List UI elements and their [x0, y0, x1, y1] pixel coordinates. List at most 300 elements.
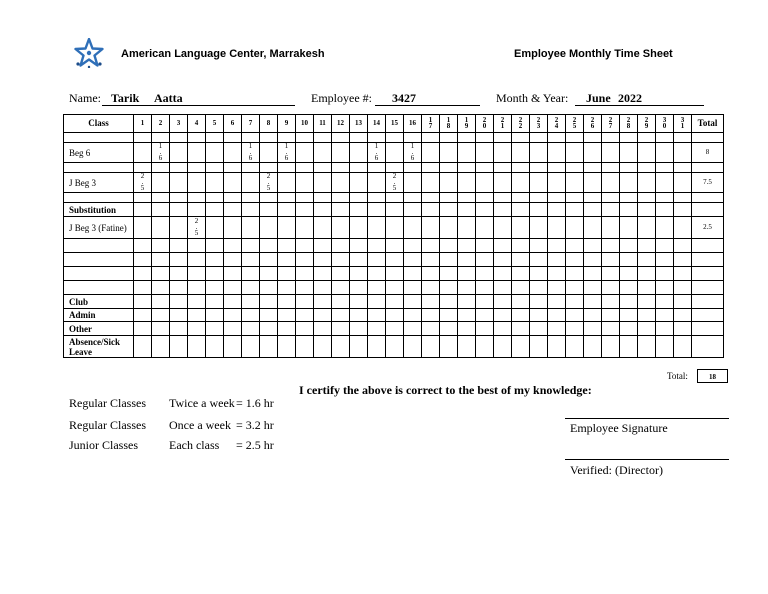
row-class-label[interactable]: Admin — [64, 309, 134, 322]
hours-cell[interactable] — [242, 267, 260, 281]
hours-cell[interactable] — [512, 309, 530, 322]
hours-cell[interactable] — [620, 173, 638, 193]
row-total-cell[interactable] — [692, 163, 724, 173]
hours-cell[interactable] — [134, 163, 152, 173]
hours-cell[interactable] — [278, 309, 296, 322]
hours-cell[interactable] — [350, 309, 368, 322]
row-class-label[interactable]: J Beg 3 (Fatine) — [64, 217, 134, 239]
hours-cell[interactable] — [242, 163, 260, 173]
hours-cell[interactable] — [620, 295, 638, 309]
hours-cell[interactable] — [386, 163, 404, 173]
hours-cell[interactable] — [224, 133, 242, 143]
hours-cell[interactable] — [476, 133, 494, 143]
hours-cell[interactable] — [368, 322, 386, 336]
hours-cell[interactable] — [404, 267, 422, 281]
hours-cell[interactable] — [440, 217, 458, 239]
hours-cell[interactable] — [440, 322, 458, 336]
hours-cell[interactable] — [188, 322, 206, 336]
hours-cell[interactable] — [206, 143, 224, 163]
row-class-label[interactable] — [64, 133, 134, 143]
hours-cell[interactable] — [674, 163, 692, 173]
row-total-cell[interactable] — [692, 133, 724, 143]
hours-cell[interactable] — [134, 281, 152, 295]
hours-cell[interactable] — [188, 173, 206, 193]
hours-cell[interactable] — [494, 143, 512, 163]
hours-cell[interactable] — [332, 267, 350, 281]
hours-cell[interactable] — [620, 309, 638, 322]
hours-cell[interactable] — [458, 173, 476, 193]
hours-cell[interactable] — [512, 193, 530, 203]
hours-cell[interactable] — [602, 173, 620, 193]
hours-cell[interactable] — [494, 336, 512, 358]
hours-cell[interactable] — [188, 239, 206, 253]
row-total-cell[interactable] — [692, 203, 724, 217]
hours-cell[interactable] — [566, 143, 584, 163]
hours-cell[interactable] — [422, 295, 440, 309]
hours-cell[interactable] — [296, 322, 314, 336]
row-total-cell[interactable]: 8 — [692, 143, 724, 163]
hours-cell[interactable] — [386, 295, 404, 309]
hours-cell[interactable] — [512, 173, 530, 193]
hours-cell[interactable] — [170, 133, 188, 143]
hours-cell[interactable] — [656, 322, 674, 336]
hours-cell[interactable] — [134, 336, 152, 358]
hours-cell[interactable] — [566, 203, 584, 217]
hours-cell[interactable] — [314, 239, 332, 253]
hours-cell[interactable] — [152, 281, 170, 295]
hours-cell[interactable] — [152, 193, 170, 203]
hours-cell[interactable] — [386, 336, 404, 358]
hours-cell[interactable] — [548, 193, 566, 203]
hours-cell[interactable] — [188, 253, 206, 267]
hours-cell[interactable] — [278, 239, 296, 253]
hours-cell[interactable] — [620, 253, 638, 267]
hours-cell[interactable] — [152, 173, 170, 193]
hours-cell[interactable] — [530, 322, 548, 336]
director-signature-line[interactable] — [565, 459, 729, 460]
hours-cell[interactable] — [440, 193, 458, 203]
hours-cell[interactable] — [152, 309, 170, 322]
hours-cell[interactable] — [152, 267, 170, 281]
hours-cell[interactable] — [332, 239, 350, 253]
hours-cell[interactable] — [278, 163, 296, 173]
hours-cell[interactable] — [332, 203, 350, 217]
hours-cell[interactable] — [476, 173, 494, 193]
hours-cell[interactable] — [332, 193, 350, 203]
hours-cell[interactable] — [206, 133, 224, 143]
hours-cell[interactable] — [476, 322, 494, 336]
hours-cell[interactable] — [296, 217, 314, 239]
hours-cell[interactable] — [134, 309, 152, 322]
hours-cell[interactable] — [584, 163, 602, 173]
hours-cell[interactable] — [530, 295, 548, 309]
hours-cell[interactable] — [314, 133, 332, 143]
hours-cell[interactable] — [512, 143, 530, 163]
hours-cell[interactable] — [656, 336, 674, 358]
hours-cell[interactable] — [152, 239, 170, 253]
row-class-label[interactable]: Club — [64, 295, 134, 309]
hours-cell[interactable] — [368, 217, 386, 239]
hours-cell[interactable] — [422, 239, 440, 253]
hours-cell[interactable] — [188, 133, 206, 143]
hours-cell[interactable] — [530, 133, 548, 143]
hours-cell[interactable] — [548, 322, 566, 336]
hours-cell[interactable] — [296, 203, 314, 217]
hours-cell[interactable] — [458, 295, 476, 309]
hours-cell[interactable] — [260, 163, 278, 173]
hours-cell[interactable] — [656, 309, 674, 322]
hours-cell[interactable] — [332, 163, 350, 173]
hours-cell[interactable] — [674, 253, 692, 267]
hours-cell[interactable] — [584, 253, 602, 267]
hours-cell[interactable] — [404, 281, 422, 295]
hours-cell[interactable] — [566, 163, 584, 173]
hours-cell[interactable] — [404, 295, 422, 309]
hours-cell[interactable] — [530, 253, 548, 267]
hours-cell[interactable] — [350, 322, 368, 336]
hours-cell[interactable] — [386, 267, 404, 281]
row-class-label[interactable]: Absence/Sick Leave — [64, 336, 134, 358]
row-class-label[interactable] — [64, 239, 134, 253]
hours-cell[interactable] — [566, 281, 584, 295]
hours-cell[interactable] — [512, 133, 530, 143]
month-year-field[interactable] — [496, 91, 704, 106]
hours-cell[interactable] — [602, 309, 620, 322]
hours-cell[interactable] — [152, 322, 170, 336]
hours-cell[interactable] — [260, 143, 278, 163]
hours-cell[interactable] — [386, 253, 404, 267]
hours-cell[interactable] — [656, 203, 674, 217]
employee-number-field[interactable] — [311, 91, 480, 106]
hours-cell[interactable] — [314, 336, 332, 358]
hours-cell[interactable] — [404, 336, 422, 358]
hours-cell[interactable] — [368, 309, 386, 322]
hours-cell[interactable] — [476, 295, 494, 309]
hours-cell[interactable] — [548, 267, 566, 281]
hours-cell[interactable] — [278, 281, 296, 295]
hours-cell[interactable] — [206, 295, 224, 309]
hours-cell[interactable] — [314, 163, 332, 173]
hours-cell[interactable] — [566, 133, 584, 143]
hours-cell[interactable] — [386, 217, 404, 239]
hours-cell[interactable] — [134, 143, 152, 163]
hours-cell[interactable] — [278, 173, 296, 193]
hours-cell[interactable] — [152, 163, 170, 173]
hours-cell[interactable] — [656, 193, 674, 203]
hours-cell[interactable] — [638, 253, 656, 267]
hours-cell[interactable] — [566, 336, 584, 358]
hours-cell[interactable] — [656, 239, 674, 253]
hours-cell[interactable] — [656, 253, 674, 267]
hours-cell[interactable] — [278, 336, 296, 358]
hours-cell[interactable] — [224, 193, 242, 203]
hours-cell[interactable] — [314, 217, 332, 239]
hours-cell[interactable] — [548, 143, 566, 163]
hours-cell[interactable] — [638, 133, 656, 143]
hours-cell[interactable] — [476, 193, 494, 203]
row-total-cell[interactable] — [692, 253, 724, 267]
hours-cell[interactable] — [548, 309, 566, 322]
row-total-cell[interactable] — [692, 239, 724, 253]
hours-cell[interactable] — [584, 295, 602, 309]
hours-cell[interactable] — [674, 143, 692, 163]
hours-cell[interactable] — [368, 203, 386, 217]
row-class-label[interactable] — [64, 193, 134, 203]
hours-cell[interactable] — [548, 295, 566, 309]
hours-cell[interactable] — [152, 336, 170, 358]
hours-cell[interactable] — [422, 253, 440, 267]
hours-cell[interactable] — [566, 267, 584, 281]
hours-cell[interactable] — [458, 133, 476, 143]
row-class-label[interactable] — [64, 163, 134, 173]
hours-cell[interactable] — [566, 239, 584, 253]
name-field[interactable] — [69, 91, 295, 106]
hours-cell[interactable] — [494, 281, 512, 295]
hours-cell[interactable] — [332, 322, 350, 336]
hours-cell[interactable] — [476, 239, 494, 253]
hours-cell[interactable] — [494, 309, 512, 322]
hours-cell[interactable] — [566, 295, 584, 309]
hours-cell[interactable] — [422, 203, 440, 217]
hours-cell[interactable] — [386, 281, 404, 295]
hours-cell[interactable] — [440, 309, 458, 322]
hours-cell[interactable] — [548, 253, 566, 267]
hours-cell[interactable] — [620, 217, 638, 239]
hours-cell[interactable] — [350, 281, 368, 295]
hours-cell[interactable] — [314, 322, 332, 336]
hours-cell[interactable] — [224, 309, 242, 322]
hours-cell[interactable] — [458, 217, 476, 239]
hours-cell[interactable] — [134, 322, 152, 336]
hours-cell[interactable] — [530, 193, 548, 203]
hours-cell[interactable] — [422, 193, 440, 203]
hours-cell[interactable] — [494, 217, 512, 239]
hours-cell[interactable] — [602, 267, 620, 281]
hours-cell[interactable] — [224, 173, 242, 193]
hours-cell[interactable] — [620, 203, 638, 217]
hours-cell[interactable] — [494, 133, 512, 143]
hours-cell[interactable] — [566, 193, 584, 203]
hours-cell[interactable] — [458, 203, 476, 217]
hours-cell[interactable] — [422, 173, 440, 193]
hours-cell[interactable] — [278, 133, 296, 143]
hours-cell[interactable] — [224, 203, 242, 217]
hours-cell[interactable] — [548, 217, 566, 239]
hours-cell[interactable] — [242, 133, 260, 143]
hours-cell[interactable] — [332, 336, 350, 358]
hours-cell[interactable] — [440, 281, 458, 295]
hours-cell[interactable] — [350, 173, 368, 193]
hours-cell[interactable] — [494, 193, 512, 203]
hours-cell[interactable] — [566, 173, 584, 193]
hours-cell[interactable] — [548, 239, 566, 253]
hours-cell[interactable] — [188, 203, 206, 217]
hours-cell[interactable] — [242, 217, 260, 239]
hours-cell[interactable] — [386, 322, 404, 336]
hours-cell[interactable] — [458, 163, 476, 173]
hours-cell[interactable] — [674, 193, 692, 203]
hours-cell[interactable] — [494, 163, 512, 173]
hours-cell[interactable] — [494, 253, 512, 267]
hours-cell[interactable] — [476, 309, 494, 322]
hours-cell[interactable] — [350, 267, 368, 281]
hours-cell[interactable] — [638, 217, 656, 239]
hours-cell[interactable] — [296, 253, 314, 267]
hours-cell[interactable] — [530, 267, 548, 281]
hours-cell[interactable] — [530, 309, 548, 322]
hours-cell[interactable] — [584, 267, 602, 281]
hours-cell[interactable] — [458, 193, 476, 203]
hours-cell[interactable] — [188, 163, 206, 173]
hours-cell[interactable] — [368, 281, 386, 295]
hours-cell[interactable] — [206, 309, 224, 322]
hours-cell[interactable] — [260, 217, 278, 239]
hours-cell[interactable] — [602, 217, 620, 239]
row-class-label[interactable]: Substitution — [64, 203, 134, 217]
hours-cell[interactable] — [494, 267, 512, 281]
hours-cell[interactable] — [584, 143, 602, 163]
hours-cell[interactable] — [296, 309, 314, 322]
hours-cell[interactable] — [170, 309, 188, 322]
hours-cell[interactable] — [656, 173, 674, 193]
hours-cell[interactable] — [134, 239, 152, 253]
hours-cell[interactable] — [332, 143, 350, 163]
row-total-cell[interactable]: 7.5 — [692, 173, 724, 193]
hours-cell[interactable] — [476, 143, 494, 163]
hours-cell[interactable] — [314, 193, 332, 203]
hours-cell[interactable] — [602, 239, 620, 253]
hours-cell[interactable] — [548, 203, 566, 217]
hours-cell[interactable] — [584, 336, 602, 358]
hours-cell[interactable] — [170, 253, 188, 267]
hours-cell[interactable] — [350, 203, 368, 217]
hours-cell[interactable] — [674, 133, 692, 143]
hours-cell[interactable] — [296, 267, 314, 281]
hours-cell[interactable] — [260, 193, 278, 203]
hours-cell[interactable] — [638, 267, 656, 281]
hours-cell[interactable]: 1 . 6 — [404, 143, 422, 163]
hours-cell[interactable] — [512, 322, 530, 336]
hours-cell[interactable] — [296, 163, 314, 173]
hours-cell[interactable] — [656, 163, 674, 173]
hours-cell[interactable] — [638, 309, 656, 322]
row-class-label[interactable]: Beg 6 — [64, 143, 134, 163]
hours-cell[interactable] — [260, 309, 278, 322]
hours-cell[interactable] — [440, 253, 458, 267]
hours-cell[interactable] — [584, 281, 602, 295]
hours-cell[interactable] — [224, 143, 242, 163]
hours-cell[interactable] — [134, 217, 152, 239]
hours-cell[interactable] — [404, 309, 422, 322]
hours-cell[interactable] — [224, 217, 242, 239]
hours-cell[interactable] — [656, 143, 674, 163]
hours-cell[interactable] — [656, 267, 674, 281]
hours-cell[interactable] — [566, 253, 584, 267]
hours-cell[interactable] — [440, 267, 458, 281]
row-class-label[interactable]: Other — [64, 322, 134, 336]
hours-cell[interactable] — [188, 295, 206, 309]
hours-cell[interactable] — [296, 239, 314, 253]
hours-cell[interactable] — [170, 193, 188, 203]
hours-cell[interactable] — [566, 322, 584, 336]
row-total-cell[interactable]: 2.5 — [692, 217, 724, 239]
hours-cell[interactable] — [134, 133, 152, 143]
hours-cell[interactable] — [260, 295, 278, 309]
hours-cell[interactable] — [206, 239, 224, 253]
hours-cell[interactable] — [224, 336, 242, 358]
hours-cell[interactable] — [422, 163, 440, 173]
hours-cell[interactable] — [404, 163, 422, 173]
hours-cell[interactable] — [458, 309, 476, 322]
hours-cell[interactable] — [440, 295, 458, 309]
hours-cell[interactable] — [620, 322, 638, 336]
hours-cell[interactable] — [494, 239, 512, 253]
hours-cell[interactable]: 1 . 6 — [368, 143, 386, 163]
hours-cell[interactable] — [242, 281, 260, 295]
row-total-cell[interactable] — [692, 295, 724, 309]
hours-cell[interactable] — [638, 163, 656, 173]
hours-cell[interactable] — [242, 309, 260, 322]
hours-cell[interactable] — [512, 163, 530, 173]
hours-cell[interactable] — [530, 163, 548, 173]
hours-cell[interactable] — [368, 336, 386, 358]
hours-cell[interactable] — [206, 322, 224, 336]
hours-cell[interactable] — [134, 267, 152, 281]
hours-cell[interactable] — [566, 309, 584, 322]
hours-cell[interactable] — [548, 133, 566, 143]
hours-cell[interactable] — [602, 143, 620, 163]
hours-cell[interactable] — [566, 217, 584, 239]
hours-cell[interactable] — [368, 133, 386, 143]
hours-cell[interactable] — [512, 253, 530, 267]
hours-cell[interactable]: 1 . 6 — [152, 143, 170, 163]
hours-cell[interactable] — [188, 281, 206, 295]
hours-cell[interactable] — [206, 253, 224, 267]
hours-cell[interactable] — [458, 239, 476, 253]
hours-cell[interactable] — [224, 267, 242, 281]
hours-cell[interactable] — [476, 336, 494, 358]
hours-cell[interactable] — [638, 295, 656, 309]
hours-cell[interactable] — [440, 239, 458, 253]
hours-cell[interactable] — [404, 322, 422, 336]
hours-cell[interactable] — [584, 193, 602, 203]
hours-cell[interactable] — [278, 253, 296, 267]
hours-cell[interactable] — [656, 295, 674, 309]
hours-cell[interactable] — [206, 163, 224, 173]
hours-cell[interactable] — [602, 322, 620, 336]
hours-cell[interactable] — [422, 143, 440, 163]
hours-cell[interactable] — [476, 163, 494, 173]
hours-cell[interactable] — [278, 203, 296, 217]
hours-cell[interactable] — [602, 295, 620, 309]
hours-cell[interactable] — [278, 267, 296, 281]
hours-cell[interactable] — [422, 322, 440, 336]
hours-cell[interactable] — [512, 203, 530, 217]
hours-cell[interactable] — [332, 309, 350, 322]
hours-cell[interactable] — [674, 217, 692, 239]
hours-cell[interactable] — [188, 143, 206, 163]
hours-cell[interactable] — [458, 143, 476, 163]
hours-cell[interactable] — [674, 173, 692, 193]
hours-cell[interactable] — [494, 295, 512, 309]
hours-cell[interactable] — [224, 163, 242, 173]
hours-cell[interactable] — [674, 281, 692, 295]
hours-cell[interactable] — [134, 295, 152, 309]
hours-cell[interactable] — [584, 203, 602, 217]
hours-cell[interactable] — [386, 203, 404, 217]
hours-cell[interactable] — [422, 309, 440, 322]
hours-cell[interactable] — [602, 133, 620, 143]
